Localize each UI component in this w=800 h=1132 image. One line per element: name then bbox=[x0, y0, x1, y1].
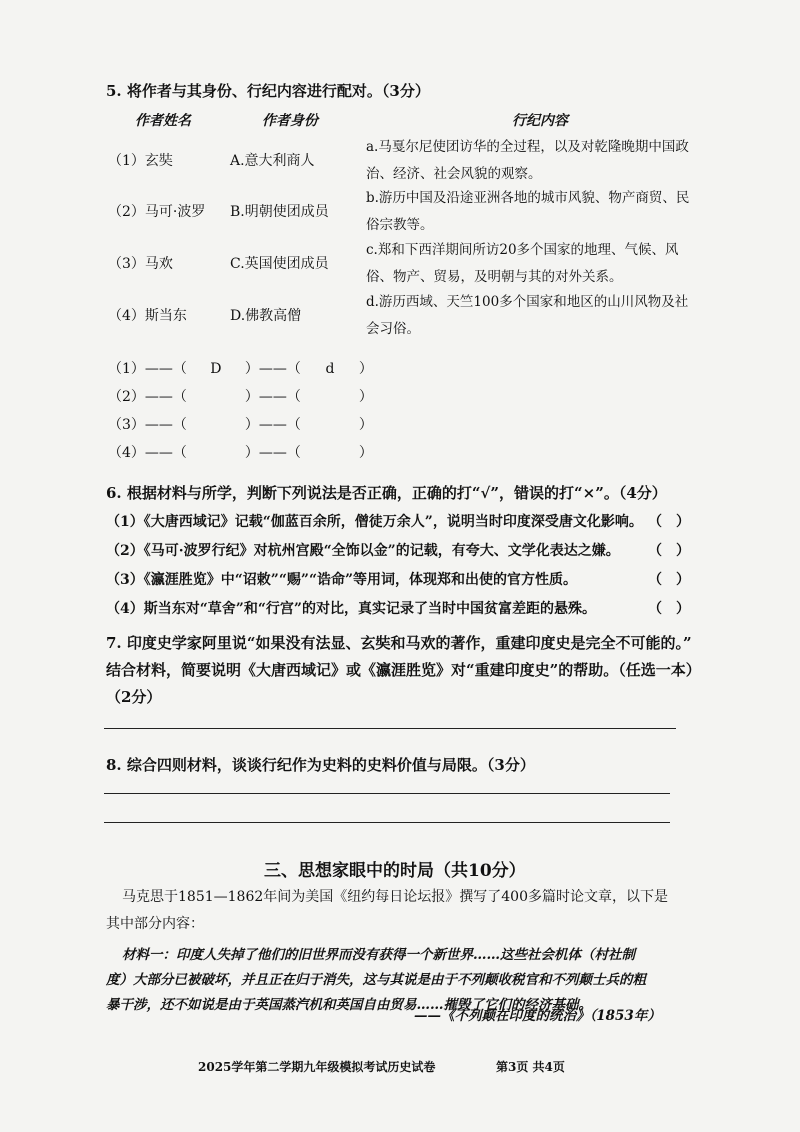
material-1-line-2: 度）大部分已被破坏，并且正在归于消失，这与其说是由于不列颠收税官和不列颠士兵的粗 bbox=[106, 972, 646, 988]
q6-item-1-answer[interactable]: （ ） bbox=[648, 514, 690, 530]
q5-header-content: 行纪内容 bbox=[512, 113, 568, 129]
q6-item-3: （3）《瀛涯胜览》中“诏敕”“赐”“诰命”等用词，体现郑和出使的官方性质。 bbox=[106, 572, 578, 588]
answer-label: （3） bbox=[108, 417, 145, 433]
footer-page-number: 第3页 共4页 bbox=[496, 1060, 565, 1074]
q5-row1-identity: A.意大利商人 bbox=[230, 153, 315, 169]
answer-close: ） bbox=[244, 361, 259, 377]
q5-header-identity: 作者身份 bbox=[262, 113, 318, 129]
answer-dash: —— bbox=[144, 417, 173, 433]
footer-exam-title: 2025学年第二学期九年级模拟考试历史试卷 bbox=[198, 1060, 436, 1074]
q5-header-name: 作者姓名 bbox=[135, 113, 191, 129]
answer-dash: —— bbox=[258, 445, 287, 461]
q7-line-1: 7. 印度史学家阿里说“如果没有法显、玄奘和马欢的著作，重建印度史是完全不可能的。” bbox=[106, 634, 692, 652]
q6-item-3-answer[interactable]: （ ） bbox=[648, 572, 690, 588]
q5-row4-content: d.游历西域、天竺100多个国家和地区的山川风物及社会习俗。 bbox=[366, 294, 689, 337]
answer-close: ） bbox=[358, 417, 373, 433]
q8-answer-line-2[interactable] bbox=[104, 822, 670, 823]
answer-open: （ bbox=[172, 389, 187, 405]
answer-close: ） bbox=[244, 389, 259, 405]
q5-answer-2[interactable] bbox=[108, 386, 373, 406]
q6-prompt: 6. 根据材料与所学，判断下列说法是否正确，正确的打“√”，错误的打“×”。（4分） bbox=[106, 484, 667, 502]
q5-row2-name: （2）马可·波罗 bbox=[108, 204, 206, 220]
q7-line-3: （2分） bbox=[106, 688, 162, 706]
q7-answer-line[interactable] bbox=[104, 728, 676, 729]
answer-label: （1） bbox=[108, 361, 145, 377]
q5-row2-identity: B.明朝使团成员 bbox=[230, 204, 329, 220]
answer-close: ） bbox=[358, 445, 373, 461]
answer-label: （2） bbox=[108, 389, 145, 405]
q5-answer-3[interactable] bbox=[108, 414, 373, 434]
q6-item-1: （1）《大唐西域记》记载“伽蓝百余所，僧徒万余人”，说明当时印度深受唐文化影响。 bbox=[106, 514, 643, 530]
q5-row4-name: （4）斯当东 bbox=[108, 308, 187, 324]
answer-open: （ bbox=[172, 417, 187, 433]
q5-row2-content: b.游历中国及沿途亚洲各地的城市风貌、物产商贸、民俗宗教等。 bbox=[366, 190, 690, 233]
answer-dash: —— bbox=[258, 361, 287, 377]
answer-open: （ bbox=[286, 445, 301, 461]
q5-answer-1[interactable] bbox=[108, 358, 373, 378]
answer-close: ） bbox=[244, 417, 259, 433]
answer-close: ） bbox=[358, 361, 373, 377]
answer-dash: —— bbox=[258, 417, 287, 433]
answer-open: （ bbox=[286, 417, 301, 433]
answer-close: ） bbox=[358, 389, 373, 405]
section-3-intro-1: 马克思于1851—1862年间为美国《纽约每日论坛报》撰写了400多篇时论文章，以下是 bbox=[122, 889, 668, 905]
material-1-line-1: 材料一：印度人失掉了他们的旧世界而没有获得一个新世界……这些社会机体（村社制 bbox=[122, 947, 635, 963]
answer-close: ） bbox=[244, 445, 259, 461]
answer-dash: —— bbox=[144, 445, 173, 461]
q5-row3-name: （3）马欢 bbox=[108, 256, 173, 272]
q6-item-2: （2）《马可·波罗行纪》对杭州宫殿“全饰以金”的记载，有夸大、文学化表达之嫌。 bbox=[106, 543, 620, 559]
answer-open: （ bbox=[286, 361, 301, 377]
q5-row3-identity: C.英国使团成员 bbox=[230, 256, 329, 272]
q5-row4-identity: D.佛教高僧 bbox=[230, 308, 302, 324]
section-3-title: 三、思想家眼中的时局（共10分） bbox=[264, 861, 526, 881]
q6-item-4-answer[interactable]: （ ） bbox=[648, 601, 690, 617]
q5-row3-content: c.郑和下西洋期间所访20多个国家的地理、气候、风俗、物产、贸易，及明朝与其的对外关系。 bbox=[366, 242, 679, 285]
q5-prompt: 5. 将作者与其身份、行纪内容进行配对。（3分） bbox=[106, 82, 430, 100]
q5-answer-4[interactable] bbox=[108, 442, 373, 462]
answer-open: （ bbox=[172, 445, 187, 461]
answer-open: （ bbox=[286, 389, 301, 405]
q7-line-2: 结合材料，简要说明《大唐西域记》或《瀛涯胜览》对“重建印度史”的帮助。（任选一本） bbox=[106, 661, 701, 679]
answer-label: （4） bbox=[108, 445, 145, 461]
answer-dash: —— bbox=[258, 389, 287, 405]
q5-row1-content: a.马戛尔尼使团访华的全过程，以及对乾隆晚期中国政治、经济、社会风貌的观察。 bbox=[366, 139, 689, 182]
q8-prompt: 8. 综合四则材料，谈谈行纪作为史料的史料价值与局限。（3分） bbox=[106, 756, 535, 774]
answer-identity-value[interactable]: D bbox=[210, 361, 222, 377]
answer-content-value[interactable]: d bbox=[325, 361, 335, 377]
answer-dash: —— bbox=[144, 361, 173, 377]
material-1-source: ——《不列颠在印度的统治》（1853年） bbox=[414, 1008, 661, 1024]
answer-open: （ bbox=[172, 361, 187, 377]
q6-item-4: （4）斯当东对“草舍”和“行宫”的对比，真实记录了当时中国贫富差距的悬殊。 bbox=[106, 601, 596, 617]
q6-item-2-answer[interactable]: （ ） bbox=[648, 543, 690, 559]
q5-row1-name: （1）玄奘 bbox=[108, 153, 173, 169]
section-3-intro-2: 其中部分内容： bbox=[106, 916, 204, 932]
answer-dash: —— bbox=[144, 389, 173, 405]
material-1-line-3: 暴干涉，还不如说是由于英国蒸汽机和英国自由贸易……摧毁了它们的经济基础。 bbox=[106, 997, 592, 1013]
q8-answer-line-1[interactable] bbox=[104, 793, 670, 794]
